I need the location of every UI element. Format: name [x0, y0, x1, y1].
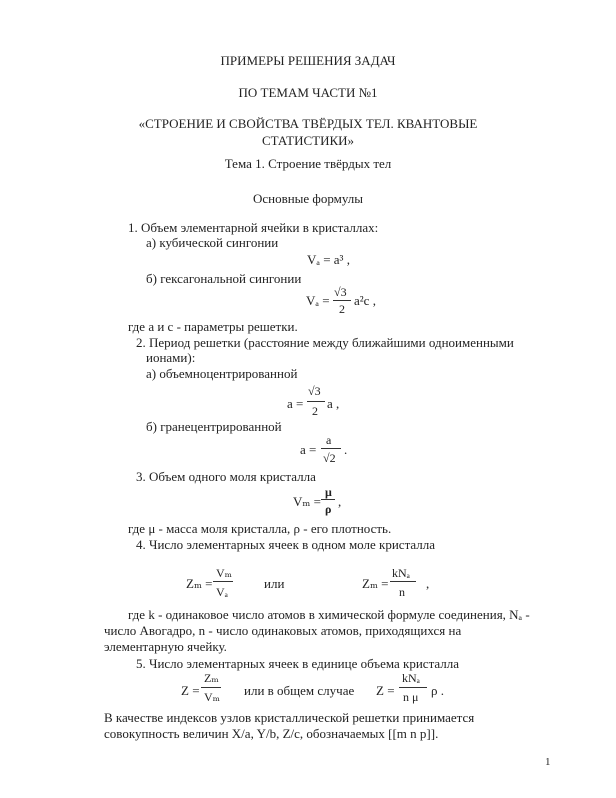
formula-5-mid-text: или в общем случае — [244, 683, 355, 698]
formula-5b-right: ρ . — [431, 683, 444, 698]
item-2-text-line-1: 2. Период решетки (расстояние между ближайшими одноименными — [136, 335, 514, 350]
item-2b-text: б) гранецентрированной — [146, 419, 282, 434]
formula-1b-numerator: √3 — [334, 285, 347, 299]
formula-3-numerator: μ — [325, 485, 332, 499]
formula-3-right: , — [338, 494, 342, 509]
formula-4a-fraction-bar — [213, 581, 233, 582]
formula-4b-left: Zₘ = — [362, 576, 389, 591]
item-4-note-line-2: число Авогадро, n - число одинаковых атомов, приходящихся на — [104, 623, 462, 638]
formula-4a-numerator: Vₘ — [216, 566, 233, 580]
formula-4b-numerator: kNₐ — [392, 566, 410, 580]
page-title: ПРИМЕРЫ РЕШЕНИЯ ЗАДАЧ — [220, 53, 396, 68]
item-3-text: 3. Объем одного моля кристалла — [136, 469, 316, 484]
formula-4b-fraction-bar — [390, 581, 416, 582]
formula-5b-denominator: n μ — [403, 690, 419, 704]
theme-title-line-2: СТАТИСТИКИ» — [261, 133, 355, 148]
formula-4a-denominator: Vₐ — [216, 585, 228, 599]
formula-2b-denominator: √2 — [323, 451, 336, 465]
formula-2a-fraction-bar — [307, 401, 325, 402]
formula-1b-denominator: 2 — [339, 302, 345, 316]
formula-4a-left: Zₘ = — [186, 576, 213, 591]
formula-1a: Vₐ = a³ , — [307, 252, 350, 267]
formula-2a-denominator: 2 — [312, 404, 318, 418]
formula-4b-denominator: n — [399, 585, 405, 599]
formula-2a-right: a , — [327, 396, 340, 411]
item-1b-text: б) гексагональной сингонии — [146, 271, 302, 286]
formula-5a-denominator: Vₘ — [204, 690, 221, 704]
formula-5a-left: Z = — [181, 683, 200, 698]
formula-5b-left: Z = — [376, 683, 395, 698]
item-3-note: где μ - масса моля кристалла, ρ - его плотность. — [128, 521, 392, 536]
formula-3-denominator: ρ — [325, 502, 332, 516]
formula-2b-left: a = — [300, 442, 317, 457]
item-1-note: где a и c - параметры решетки. — [128, 319, 298, 334]
formula-1b-right: a²c , — [354, 293, 376, 308]
formula-3-fraction-bar — [321, 499, 335, 500]
formula-4-or: или — [264, 576, 285, 591]
formula-2a-left: a = — [287, 396, 304, 411]
formula-2b-fraction-bar — [321, 448, 341, 449]
item-5-text: 5. Число элементарных ячеек в единице объема кристалла — [136, 656, 460, 671]
item-2a-text: а) объемноцентрированной — [146, 366, 298, 381]
item-4-note-line-1: где k - одинаковое число атомов в химической формуле соединения, Nₐ - — [128, 607, 530, 622]
formula-3-left: Vₘ = — [293, 494, 321, 509]
formula-5a-numerator: Zₘ — [204, 671, 219, 685]
formula-5b-numerator: kNₐ — [402, 671, 420, 685]
page-subtitle: ПО ТЕМАМ ЧАСТИ №1 — [238, 85, 378, 100]
formula-1b-fraction-bar — [333, 300, 351, 301]
topic-heading: Тема 1. Строение твёрдых тел — [224, 156, 392, 171]
closing-line-1: В качестве индексов узлов кристаллической решетки принимается — [104, 710, 475, 725]
page-number: 1 — [545, 756, 551, 768]
closing-line-2: совокупность величин X/a, Y/b, Z/c, обозначаемых [[m n p]]. — [104, 726, 439, 741]
formula-2a-numerator: √3 — [308, 384, 321, 398]
formula-4b-right: , — [426, 576, 430, 591]
formula-2b-right: . — [344, 442, 348, 457]
formula-5a-fraction-bar — [201, 687, 221, 688]
formula-2b-numerator: a — [326, 433, 332, 447]
formula-1b-left: Vₐ = — [306, 293, 330, 308]
item-4-note-line-3: элементарную ячейку. — [104, 639, 227, 654]
formula-5b-fraction-bar — [399, 687, 427, 688]
item-1-text: 1. Объем элементарной ячейки в кристаллах: — [128, 220, 379, 235]
item-4-text: 4. Число элементарных ячеек в одном моле кристалла — [136, 537, 436, 552]
theme-title-line-1: «СТРОЕНИЕ И СВОЙСТВА ТВЁРДЫХ ТЕЛ. КВАНТОВЫЕ — [138, 116, 478, 131]
formulas-heading: Основные формулы — [252, 191, 364, 206]
item-1a-text: а) кубической сингонии — [146, 235, 279, 250]
item-2-text-line-2: ионами): — [146, 350, 196, 365]
